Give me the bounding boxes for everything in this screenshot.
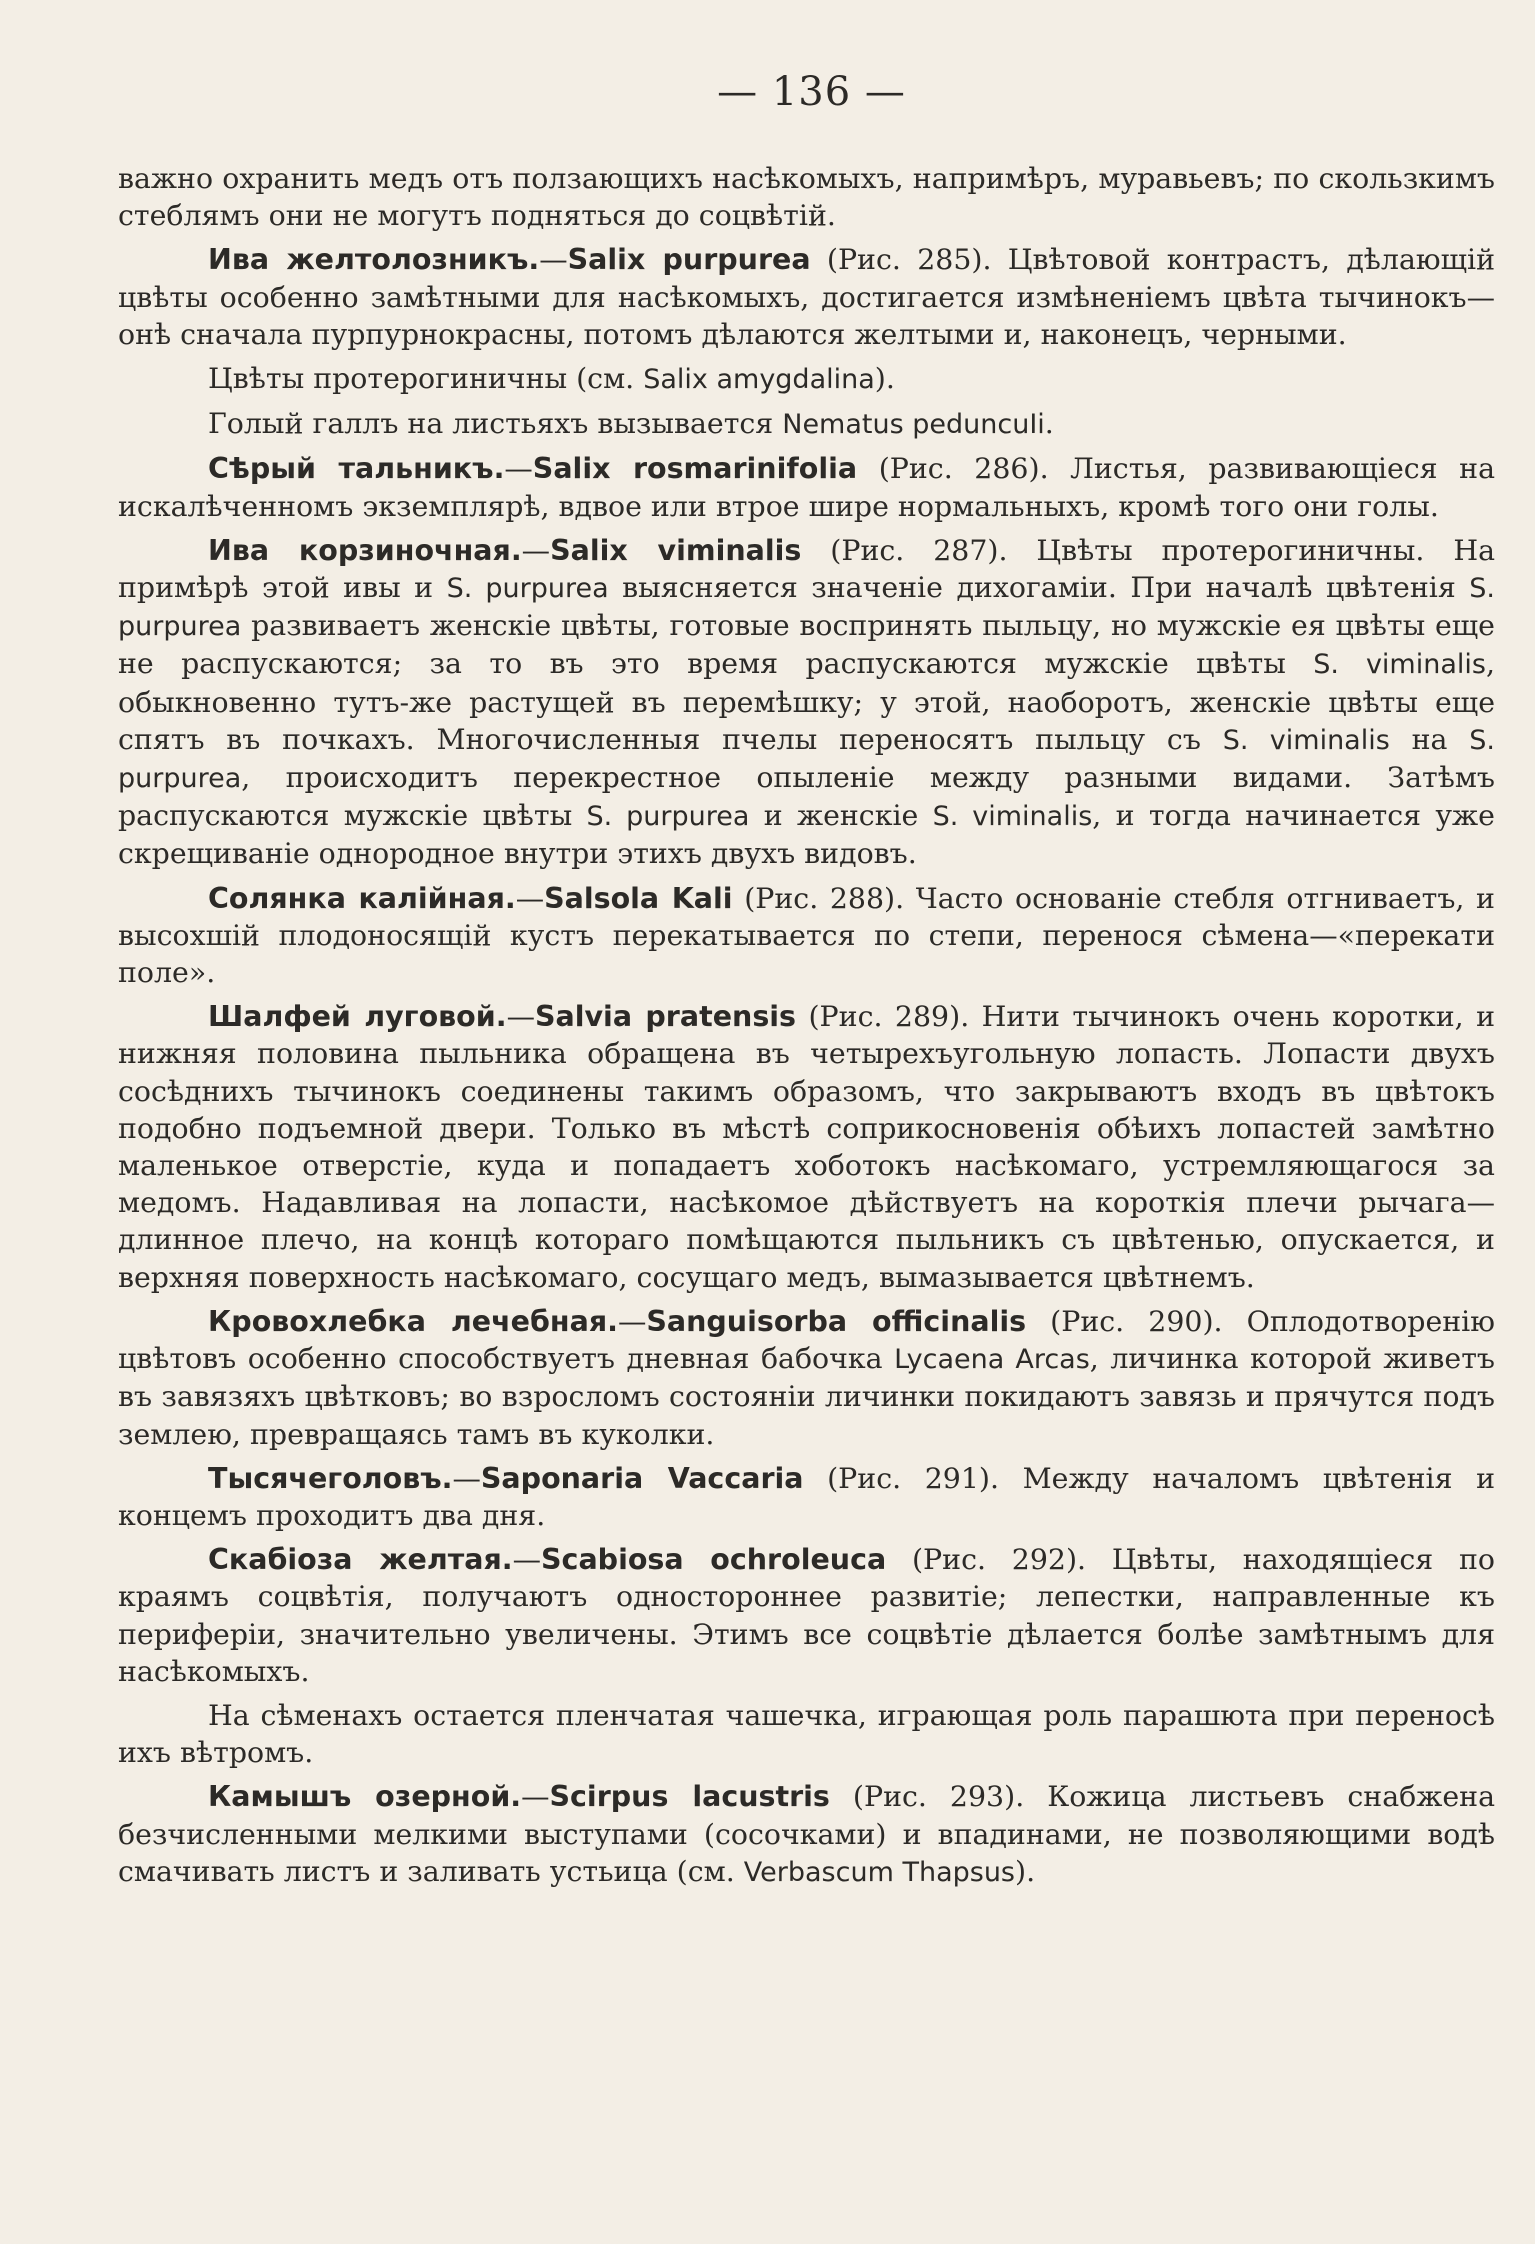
- paragraph: [118, 1303, 1495, 1453]
- body-text: [118, 160, 1495, 1891]
- paragraph: [118, 1697, 1495, 1771]
- paragraph: [118, 880, 1495, 992]
- paragraph-text: —: [617, 1304, 647, 1338]
- entry-heading-russian: Ива корзиночная.: [208, 533, 522, 567]
- entry-heading-russian: Скабіоза желтая.: [208, 1543, 513, 1577]
- paragraph-text: (Рис. 287). Цвѣты протерогиничны. На примѣрѣ этой ивы и: [118, 533, 1496, 605]
- paragraph-text: —: [506, 1000, 535, 1034]
- paragraph-text: (Рис. 291). Между началомъ цвѣтенія и концемъ проходитъ два дня.: [118, 1461, 1495, 1532]
- latin-name: S. purpurea: [446, 573, 609, 605]
- entry-heading-russian: Шалфей луговой.: [208, 1000, 507, 1034]
- entry-heading-latin: Salix viminalis: [550, 533, 802, 567]
- paragraph-text: , и тогда начинается уже скрещиваніе однородное внутри этихъ двухъ видовъ.: [118, 799, 1495, 871]
- paragraph-text: —: [512, 1543, 542, 1577]
- latin-name: Salix amygdalina: [643, 364, 875, 396]
- latin-name: Verbascum Thapsus: [743, 1856, 1015, 1888]
- latin-name: Nematus peduncuIi: [782, 409, 1045, 441]
- paragraph-text: на: [1389, 722, 1470, 756]
- paragraph-text: (Рис. 286). Листья, развивающіеся на искалѣченномъ экземплярѣ, вдвое или втрое шире нормальныхъ, кромѣ того они голы.: [118, 452, 1495, 523]
- page-number: — 136 —: [717, 69, 906, 115]
- paragraph: [118, 1460, 1495, 1534]
- paragraph-text: ).: [1015, 1854, 1036, 1888]
- paragraph-text: (Рис. 290). Оплодотворенію цвѣтовъ особенно способствуетъ дневная бабочка: [118, 1304, 1495, 1376]
- entry-heading-latin: Salix purpurea: [567, 243, 811, 277]
- latin-name: Lycaena Arcas: [894, 1344, 1090, 1376]
- paragraph: [118, 405, 1495, 443]
- paragraph-text: —: [452, 1461, 481, 1495]
- paragraph-text: ).: [874, 362, 895, 396]
- latin-name: S. viminalis: [1222, 724, 1390, 756]
- latin-name: S. purpurea: [118, 573, 1495, 643]
- paragraph-text: —: [539, 243, 568, 277]
- paragraph: [118, 450, 1495, 524]
- latin-name: S. viminalis: [1313, 649, 1486, 681]
- entry-heading-russian: Сѣрый тальникъ.: [208, 452, 505, 486]
- latin-name: S. viminalis: [932, 801, 1093, 833]
- paragraph: [118, 360, 1495, 398]
- entry-heading-latin: Scirpus lacustris: [549, 1780, 830, 1814]
- paragraph-text: развиваетъ женскіе цвѣты, готовые воспринять пыльцу, но мужскіе ея цвѣты еще не распускаются; за то въ это время распускаются мужскіе цвѣты: [118, 609, 1495, 681]
- paragraph: [118, 1778, 1495, 1891]
- paragraph-text: —: [515, 881, 545, 915]
- paragraph-text: На сѣменахъ остается пленчатая чашечка, играющая роль парашюта при переносѣ ихъ вѣтромъ.: [118, 1698, 1495, 1770]
- paragraph-text: (Рис. 288). Часто основаніе стебля отгниваетъ, и высохшій плодоносящій кустъ перекатывается по степи, перенося сѣмена—«перекати поле».: [118, 881, 1495, 990]
- entry-heading-latin: Salvia pratensis: [534, 1000, 797, 1034]
- paragraph: [118, 532, 1495, 873]
- entry-heading-latin: Salix rosmarinifolia: [532, 452, 858, 486]
- paragraph-text: .: [1044, 407, 1054, 441]
- paragraph-text: (Рис. 293). Кожица листьевъ снабжена безчисленными мелкими выступами (сосочками) и впадинами, не позволяющими водѣ смачивать листъ и заливать устьица (см.: [118, 1780, 1495, 1888]
- paragraph: [118, 998, 1495, 1296]
- entry-heading-russian: Камышъ озерной.: [208, 1780, 522, 1814]
- paragraph-text: (Рис. 285). Цвѣтовой контрастъ, дѣлающій цвѣты особенно замѣтными для насѣкомыхъ, достигается измѣненіемъ цвѣта тычинокъ—онѣ сначала пурпурнокрасны, потомъ дѣлаются желтыми и, наконецъ, черными.: [118, 243, 1495, 351]
- paragraph-text: , происходитъ перекрестное опыленіе между разными видами. Затѣмъ распускаются мужскіе цвѣты: [118, 761, 1495, 833]
- entry-heading-russian: Кровохлебка лечебная.: [208, 1304, 618, 1338]
- latin-name: S. purpurea: [586, 801, 750, 833]
- paragraph: [118, 160, 1495, 234]
- paragraph: [118, 241, 1495, 353]
- paragraph-text: , личинка которой живетъ въ завязяхъ цвѣтковъ; во взросломъ состояніи личинки покидаютъ завязь и прячутся подъ землею, превращаясь тамъ въ куколки.: [118, 1342, 1495, 1451]
- entry-heading-latin: Scabiosa ochroleuca: [541, 1543, 887, 1577]
- paragraph-text: важно охранить медъ отъ ползающихъ насѣкомыхъ, напримѣръ, муравьевъ; по скользкимъ стеблямъ они не могутъ подняться до соцвѣтій.: [118, 162, 1495, 233]
- paragraph-text: —: [521, 1780, 550, 1814]
- paragraph-text: выясняется значеніе дихогаміи. При началѣ цвѣтенія: [608, 571, 1470, 605]
- entry-heading-latin: Sanguisorba officinalis: [646, 1304, 1027, 1338]
- paragraph-text: (Рис. 289). Нити тычинокъ очень коротки, и нижняя половина пыльника обращена въ четырехъугольную лопасть. Лопасти двухъ сосѣднихъ тычинокъ соединены такимъ образомъ, что закрываютъ входъ въ цвѣтокъ подобно подъемной двери. Только въ мѣстѣ соприкосновенія обѣихъ лопастей замѣтно маленькое отверстіе, куда и попадаетъ хоботокъ насѣкомаго, устремляющагося за медомъ. Надавливая на лопасти, насѣкомое дѣйствуетъ на короткія плечи рычага—длинное плечо, на концѣ котораго помѣщаются пыльникъ съ цвѣтенью, опускается, и верхняя поверхность насѣкомаго, сосущаго медъ, вымазывается цвѣтнемъ.: [118, 1000, 1495, 1294]
- paragraph-text: (Рис. 292). Цвѣты, находящіеся по краямъ соцвѣтія, получаютъ одностороннее развитіе; лепестки, направленные къ периферіи, значительно увеличены. Этимъ все соцвѣтіе дѣлается болѣе замѣтнымъ для насѣкомыхъ.: [118, 1543, 1495, 1688]
- paragraph: [118, 1541, 1495, 1690]
- paragraph-text: и женскіе: [749, 799, 933, 833]
- entry-heading-russian: Тысячеголовъ.: [208, 1461, 453, 1495]
- paragraph-text: —: [521, 533, 551, 567]
- paragraph-text: —: [504, 452, 533, 486]
- entry-heading-latin: Saponaria Vaccaria: [480, 1461, 804, 1495]
- paragraph-text: , обыкновенно тутъ-же растущей въ перемѣшку; у этой, наоборотъ, женскіе цвѣты еще спятъ въ почкахъ. Многочисленныя пчелы переносятъ пыльцу съ: [118, 647, 1495, 756]
- latin-name: S. purpurea: [118, 724, 1495, 795]
- entry-heading-latin: Salsola Kali: [544, 881, 733, 915]
- entry-heading-russian: Солянка калійная.: [208, 881, 516, 915]
- entry-heading-russian: Ива желтолозникъ.: [208, 243, 540, 277]
- paragraph-text: Цвѣты протерогиничны (см.: [208, 362, 644, 396]
- paragraph-text: Голый галлъ на листьяхъ вызывается: [208, 407, 783, 441]
